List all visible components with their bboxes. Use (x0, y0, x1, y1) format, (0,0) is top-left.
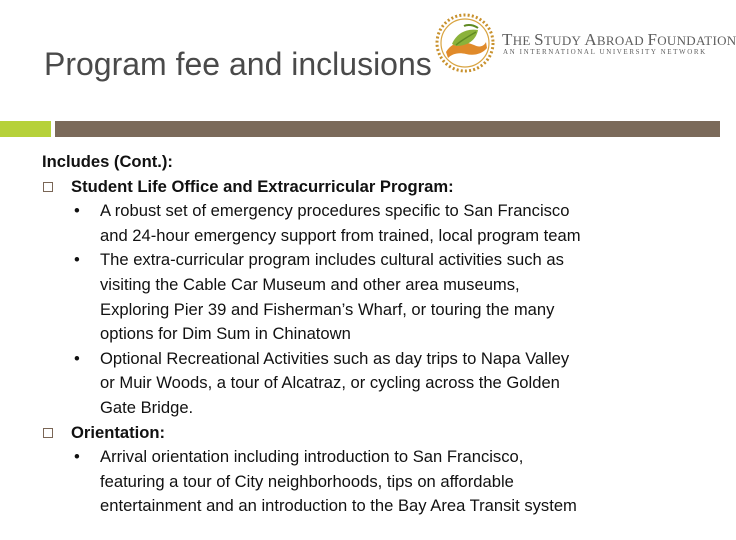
list-item (42, 347, 712, 421)
list-item-line: Arrival orientation including introduction to San Francisco, (100, 447, 524, 467)
list-item-line: visiting the Cable Car Museum and other area museums, (100, 274, 520, 294)
section-title: Orientation: (71, 422, 166, 442)
list-item-line: options for Dim Sum in Chinatown (100, 324, 351, 344)
bullet-dot: • (74, 348, 80, 368)
slide-body (42, 150, 712, 519)
organization-name: THE STUDY ABROAD FOUNDATION (502, 30, 736, 49)
section-header (42, 175, 712, 200)
organization-tagline: AN INTERNATIONAL UNIVERSITY NETWORK (503, 48, 707, 56)
list-item-line: and 24-hour emergency support from trained, local program team (100, 225, 581, 245)
bullet-dot: • (74, 201, 80, 221)
list-item-line: A robust set of emergency procedures specific to San Francisco (100, 201, 570, 221)
list-item (42, 248, 712, 346)
section-title: Student Life Office and Extracurricular Program: (71, 176, 454, 196)
list-item-line: The extra-curricular program includes cultural activities such as (100, 250, 564, 270)
list-item-line: or Muir Woods, a tour of Alcatraz, or cycling across the Golden (100, 373, 560, 393)
bullet-dot: • (74, 447, 80, 467)
slide-title: Program fee and inclusions (44, 46, 432, 82)
list-item-line: Optional Recreational Activities such as day trips to Napa Valley (100, 348, 570, 368)
list-item (42, 445, 712, 519)
list-item-line: entertainment and an introduction to the Bay Area Transit system (100, 496, 577, 516)
square-outline-bullet-icon (43, 182, 53, 192)
body-heading: Includes (Cont.): (42, 152, 173, 171)
list-item-line: Exploring Pier 39 and Fisherman’s Wharf, or touring the many (100, 299, 555, 319)
list-item-line: featuring a tour of City neighborhoods, tips on affordable (100, 471, 514, 491)
globe-hand-leaf-icon (434, 12, 496, 74)
accent-bar-brown (55, 121, 720, 137)
list-item (42, 199, 712, 248)
bullet-dot: • (74, 250, 80, 270)
accent-bar-green (0, 121, 51, 137)
section-header (42, 421, 712, 446)
list-item-line: Gate Bridge. (100, 397, 194, 417)
square-outline-bullet-icon (43, 428, 53, 438)
